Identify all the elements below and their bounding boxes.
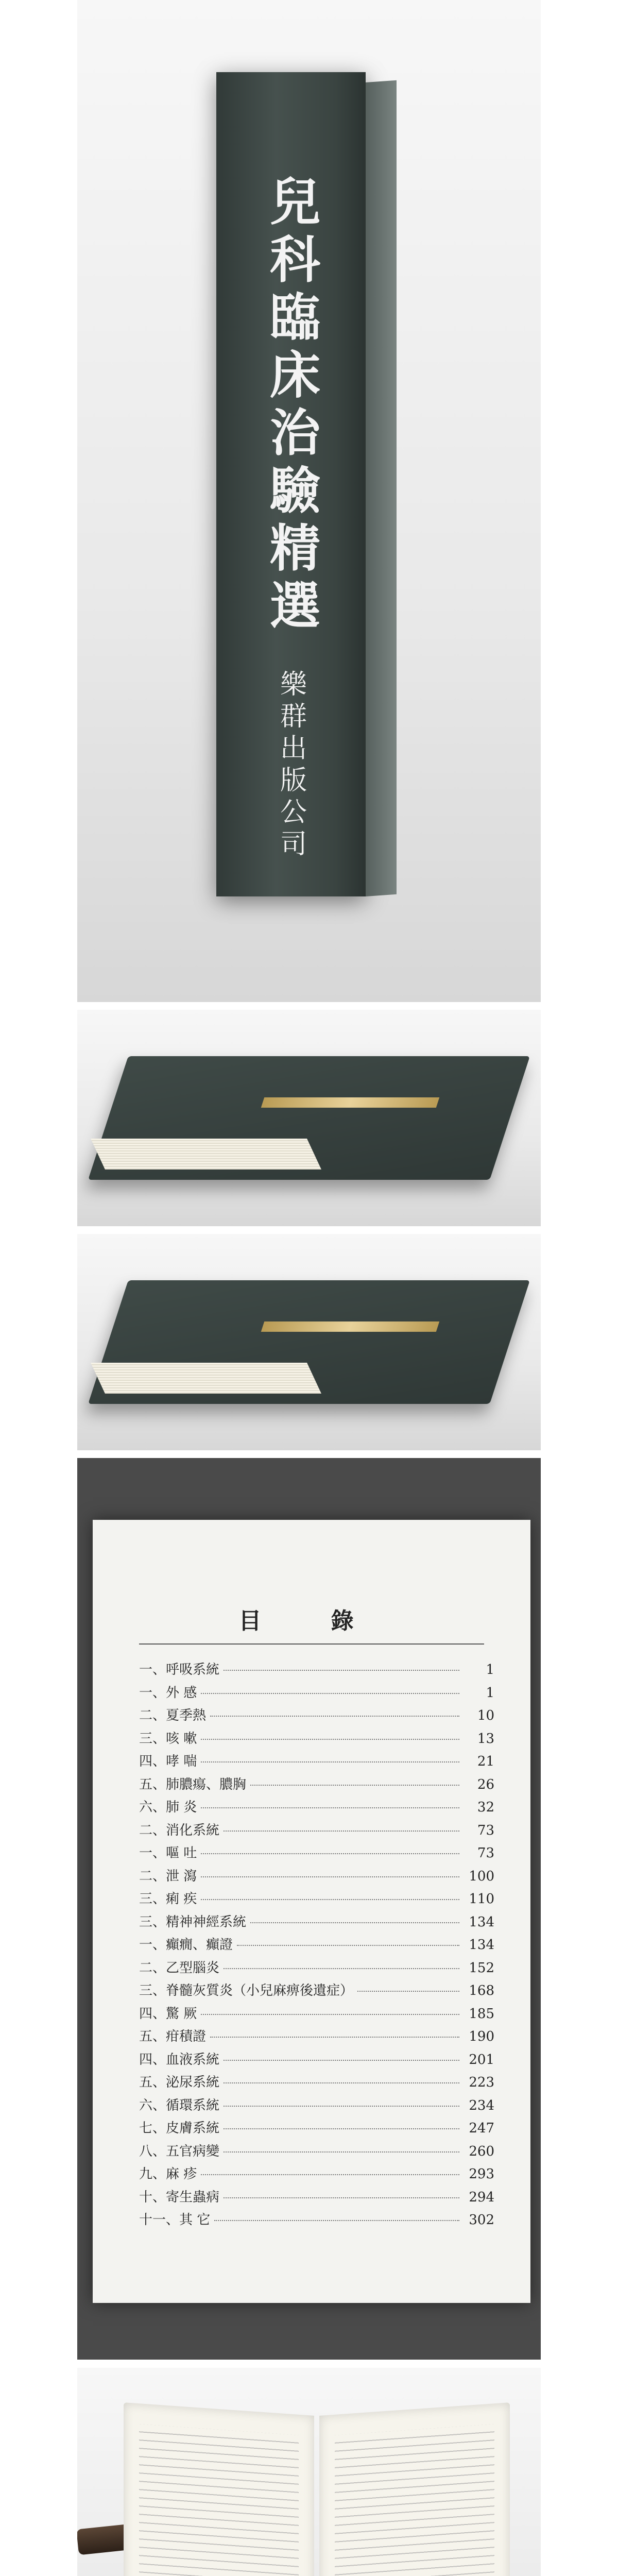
contents-entry xyxy=(139,1682,494,1705)
contents-entry-label: 一、癲癇、癲證 xyxy=(139,1937,233,1953)
dot-leader xyxy=(224,2128,459,2129)
contents-entry xyxy=(139,2187,494,2210)
contents-entry-page: 293 xyxy=(469,2166,494,2182)
dot-leader xyxy=(224,2151,459,2153)
contents-entry-page: 21 xyxy=(477,1754,494,1769)
dot-leader xyxy=(224,1968,459,1969)
contents-entry xyxy=(139,1774,494,1797)
contents-entry-page: 134 xyxy=(469,1937,494,1953)
photo-open-book-1 xyxy=(77,2368,541,2576)
contents-entry xyxy=(139,2209,494,2232)
dot-leader xyxy=(201,1739,459,1740)
divider xyxy=(139,1643,484,1645)
dot-leader xyxy=(250,1922,459,1923)
dot-leader xyxy=(250,1785,459,1786)
contents-entry xyxy=(139,2072,494,2095)
dot-leader xyxy=(201,1876,459,1877)
contents-entry-page: 185 xyxy=(469,2006,494,2022)
contents-entry xyxy=(139,1957,494,1980)
contents-entry-page: 234 xyxy=(469,2097,494,2113)
contents-entry-label: 三、咳 嗽 xyxy=(139,1731,197,1747)
cover-gold-lettering xyxy=(261,1321,439,1332)
contents-entry-page: 302 xyxy=(469,2212,494,2228)
spine-title: 兒科臨床治驗精選 xyxy=(261,175,321,637)
contents-entry xyxy=(139,2117,494,2141)
contents-entry-label: 六、肺 炎 xyxy=(139,1800,197,1815)
contents-entry-page: 10 xyxy=(477,1708,494,1723)
dot-leader xyxy=(224,2082,459,2083)
contents-entry-label: 二、夏季熱 xyxy=(139,1708,207,1723)
contents-entry-label: 四、哮 喘 xyxy=(139,1754,197,1769)
contents-heading: 目 錄 xyxy=(238,1608,385,1634)
dot-leader xyxy=(237,1945,459,1946)
contents-entry-page: 26 xyxy=(477,1776,494,1792)
contents-entry-label: 四、血液系統 xyxy=(139,2052,220,2067)
contents-entry xyxy=(139,1705,494,1728)
text-lines xyxy=(335,2424,494,2576)
contents-entry-label: 八、五官病變 xyxy=(139,2143,220,2159)
dot-leader xyxy=(201,2174,459,2175)
dot-leader xyxy=(201,2014,459,2015)
contents-entry-label: 九、麻 疹 xyxy=(139,2166,197,2182)
photo-contents-page xyxy=(77,1458,541,2360)
spine-publisher: 樂群出版公司 xyxy=(275,670,306,861)
contents-entry-label: 五、疳積證 xyxy=(139,2029,207,2044)
page-block xyxy=(91,1139,321,1170)
dot-leader xyxy=(201,1807,459,1808)
contents-entry xyxy=(139,2095,494,2118)
contents-entry-page: 32 xyxy=(477,1800,494,1815)
contents-entry-page: 223 xyxy=(469,2075,494,2090)
contents-entry-page: 73 xyxy=(477,1822,494,1838)
contents-entry-label: 二、泄 瀉 xyxy=(139,1868,197,1884)
contents-entry xyxy=(139,1911,494,1935)
contents-entry-label: 二、消化系統 xyxy=(139,1822,220,1838)
contents-entry xyxy=(139,1934,494,1957)
contents-entry xyxy=(139,1659,494,1682)
dot-leader xyxy=(224,2106,459,2107)
contents-entry-label: 十一、其 它 xyxy=(139,2212,211,2228)
contents-entry-label: 三、脊髓灰質炎（小兒麻痹後遺症） xyxy=(139,1983,354,1998)
contents-entry-label: 五、肺膿瘍、膿胸 xyxy=(139,1776,247,1792)
dot-leader xyxy=(201,1761,459,1762)
contents-entry-page: 152 xyxy=(469,1960,494,1976)
left-page xyxy=(124,2402,314,2576)
contents-entry xyxy=(139,2003,494,2026)
contents-entry-page: 260 xyxy=(469,2143,494,2159)
contents-entry-page: 190 xyxy=(469,2029,494,2044)
dot-leader xyxy=(357,1991,459,1992)
dot-leader xyxy=(201,1853,459,1854)
dot-leader xyxy=(224,1831,459,1832)
photo-spine xyxy=(77,0,541,1002)
contents-entry-page: 73 xyxy=(477,1845,494,1861)
photo-top-angle-2 xyxy=(77,1234,541,1450)
dot-leader xyxy=(224,1670,459,1671)
contents-entry-label: 十、寄生蟲病 xyxy=(139,2189,220,2205)
contents-entry-label: 一、呼吸系統 xyxy=(139,1662,220,1677)
contents-entry xyxy=(139,2141,494,2164)
dot-leader xyxy=(224,2197,459,2198)
contents-entry-page: 134 xyxy=(469,1914,494,1930)
contents-entry-page: 1 xyxy=(486,1685,494,1701)
cover-gold-lettering xyxy=(261,1097,439,1108)
contents-entry-page: 294 xyxy=(469,2189,494,2205)
contents-entry-label: 三、精神神經系統 xyxy=(139,1914,247,1930)
contents-entry-label: 五、泌尿系統 xyxy=(139,2075,220,2090)
contents-entry-label: 三、痢 疾 xyxy=(139,1891,197,1907)
contents-entry xyxy=(139,1728,494,1751)
contents-entry-label: 一、嘔 吐 xyxy=(139,1845,197,1861)
dot-leader xyxy=(210,1716,459,1717)
contents-entry-page: 13 xyxy=(477,1731,494,1747)
contents-entry xyxy=(139,2049,494,2072)
contents-entry-label: 四、驚 厥 xyxy=(139,2006,197,2022)
contents-entry xyxy=(139,1888,494,1911)
contents-entry-page: 168 xyxy=(469,1983,494,1998)
contents-entry-page: 110 xyxy=(469,1891,494,1907)
contents-entry-page: 247 xyxy=(469,2121,494,2136)
contents-entry-label: 二、乙型腦炎 xyxy=(139,1960,220,1976)
dot-leader xyxy=(201,1693,459,1694)
book-spine xyxy=(216,72,366,896)
contents-entry-page: 201 xyxy=(469,2052,494,2067)
contents-entry xyxy=(139,2026,494,2049)
contents-entry xyxy=(139,1751,494,1774)
contents-entry xyxy=(139,1820,494,1843)
contents-entry-page: 1 xyxy=(486,1662,494,1677)
dot-leader xyxy=(210,2037,459,2038)
photo-top-angle-1 xyxy=(77,1010,541,1226)
dot-leader xyxy=(214,2220,459,2221)
contents-entry xyxy=(139,1980,494,2003)
dot-leader xyxy=(201,1899,459,1900)
contents-page xyxy=(93,1520,530,2303)
contents-entry-label: 六、循環系統 xyxy=(139,2097,220,2113)
contents-entry-label: 七、皮膚系統 xyxy=(139,2121,220,2136)
contents-entry-page: 100 xyxy=(469,1868,494,1884)
contents-entry xyxy=(139,1842,494,1866)
contents-entry xyxy=(139,1866,494,1889)
text-lines xyxy=(139,2424,299,2576)
contents-list xyxy=(139,1659,494,2232)
right-page xyxy=(319,2402,510,2576)
open-book xyxy=(124,2409,515,2576)
dot-leader xyxy=(224,2060,459,2061)
book-side-edge xyxy=(366,80,397,896)
contents-entry-label: 一、外 感 xyxy=(139,1685,197,1701)
contents-entry xyxy=(139,2163,494,2187)
contents-entry xyxy=(139,1797,494,1820)
page-block xyxy=(91,1363,321,1394)
